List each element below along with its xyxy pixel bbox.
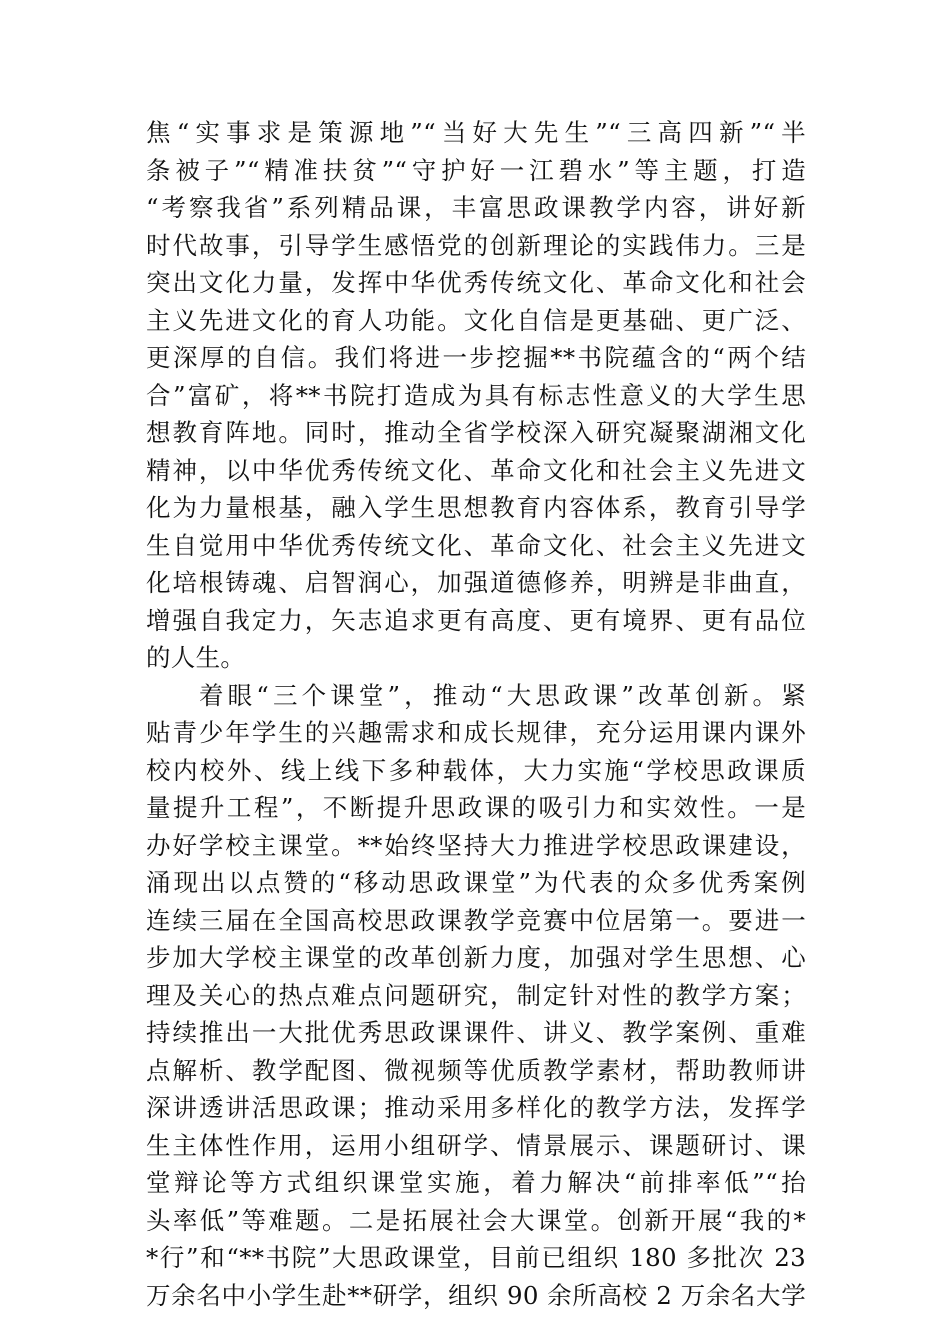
text-line: 生自觉用中华优秀传统文化、革命文化、社会主义先进文	[146, 530, 806, 560]
text-line: 万余名中小学生赴**研学，组织 90 余所高校 2 万余名大学	[146, 1280, 806, 1310]
text-line: “考察我省”系列精品课，丰富思政课教学内容，讲好新	[146, 193, 806, 222]
text-line: 想教育阵地。同时，推动全省学校深入研究凝聚湖湘文化	[146, 418, 806, 447]
text-line: 增强自我定力，矢志追求更有高度、更有境界、更有品位	[146, 605, 806, 635]
text-line: 校内校外、线上线下多种载体，大力实施“学校思政课质	[146, 755, 806, 785]
text-line: 点解析、教学配图、微视频等优质教学素材，帮助教师讲	[146, 1055, 806, 1085]
text-line: 堂辩论等方式组织课堂实施，着力解决“前排率低”“抬	[146, 1168, 806, 1197]
text-line: 突出文化力量，发挥中华优秀传统文化、革命文化和社会	[146, 268, 806, 297]
text-line: 主义先进文化的育人功能。文化自信是更基础、更广泛、	[146, 305, 806, 335]
text-line: 化培根铸魂、启智润心，加强道德修养，明辨是非曲直，	[146, 568, 806, 597]
text-line: 理及关心的热点难点问题研究，制定针对性的教学方案；	[146, 980, 806, 1010]
text-line: 步加大学校主课堂的改革创新力度，加强对学生思想、心	[146, 943, 806, 972]
text-line: 精神，以中华优秀传统文化、革命文化和社会主义先进文	[146, 455, 806, 485]
text-line: 连续三届在全国高校思政课教学竞赛中位居第一。要进一	[146, 905, 806, 935]
text-line: 条被子”“精准扶贫”“守护好一江碧水”等主题，打造	[146, 155, 806, 185]
text-line: 焦“实事求是策源地”“当好大先生”“三高四新”“半	[146, 118, 806, 147]
text-line: 持续推出一大批优秀思政课课件、讲义、教学案例、重难	[146, 1018, 806, 1047]
paragraph-start-line: 着眼“三个课堂”，推动“大思政课”改革创新。紧	[199, 680, 806, 710]
text-line: 头率低”等难题。二是拓展社会大课堂。创新开展“我的*	[146, 1205, 806, 1235]
text-line: 贴青少年学生的兴趣需求和成长规律，充分运用课内课外	[146, 718, 806, 747]
text-line: 的人生。	[146, 643, 246, 672]
body-text	[146, 114, 806, 1314]
text-line: 生主体性作用，运用小组研学、情景展示、课题研讨、课	[146, 1130, 806, 1160]
text-line: 合”富矿，将**书院打造成为具有标志性意义的大学生思	[146, 380, 806, 410]
text-line: 更深厚的自信。我们将进一步挖掘**书院蕴含的“两个结	[146, 343, 806, 372]
text-line: 办好学校主课堂。**始终坚持大力推进学校思政课建设，	[146, 830, 806, 860]
text-line: 深讲透讲活思政课；推动采用多样化的教学方法，发挥学	[146, 1093, 806, 1122]
text-line: *行”和“**书院”大思政课堂，目前已组织 180 多批次 23	[146, 1243, 806, 1272]
text-line: 时代故事，引导学生感悟党的创新理论的实践伟力。三是	[146, 230, 806, 260]
text-line: 化为力量根基，融入学生思想教育内容体系，教育引导学	[146, 493, 806, 522]
text-line: 涌现出以点赞的“移动思政课堂”为代表的众多优秀案例	[146, 868, 806, 897]
text-line: 量提升工程”，不断提升思政课的吸引力和实效性。一是	[146, 793, 806, 822]
